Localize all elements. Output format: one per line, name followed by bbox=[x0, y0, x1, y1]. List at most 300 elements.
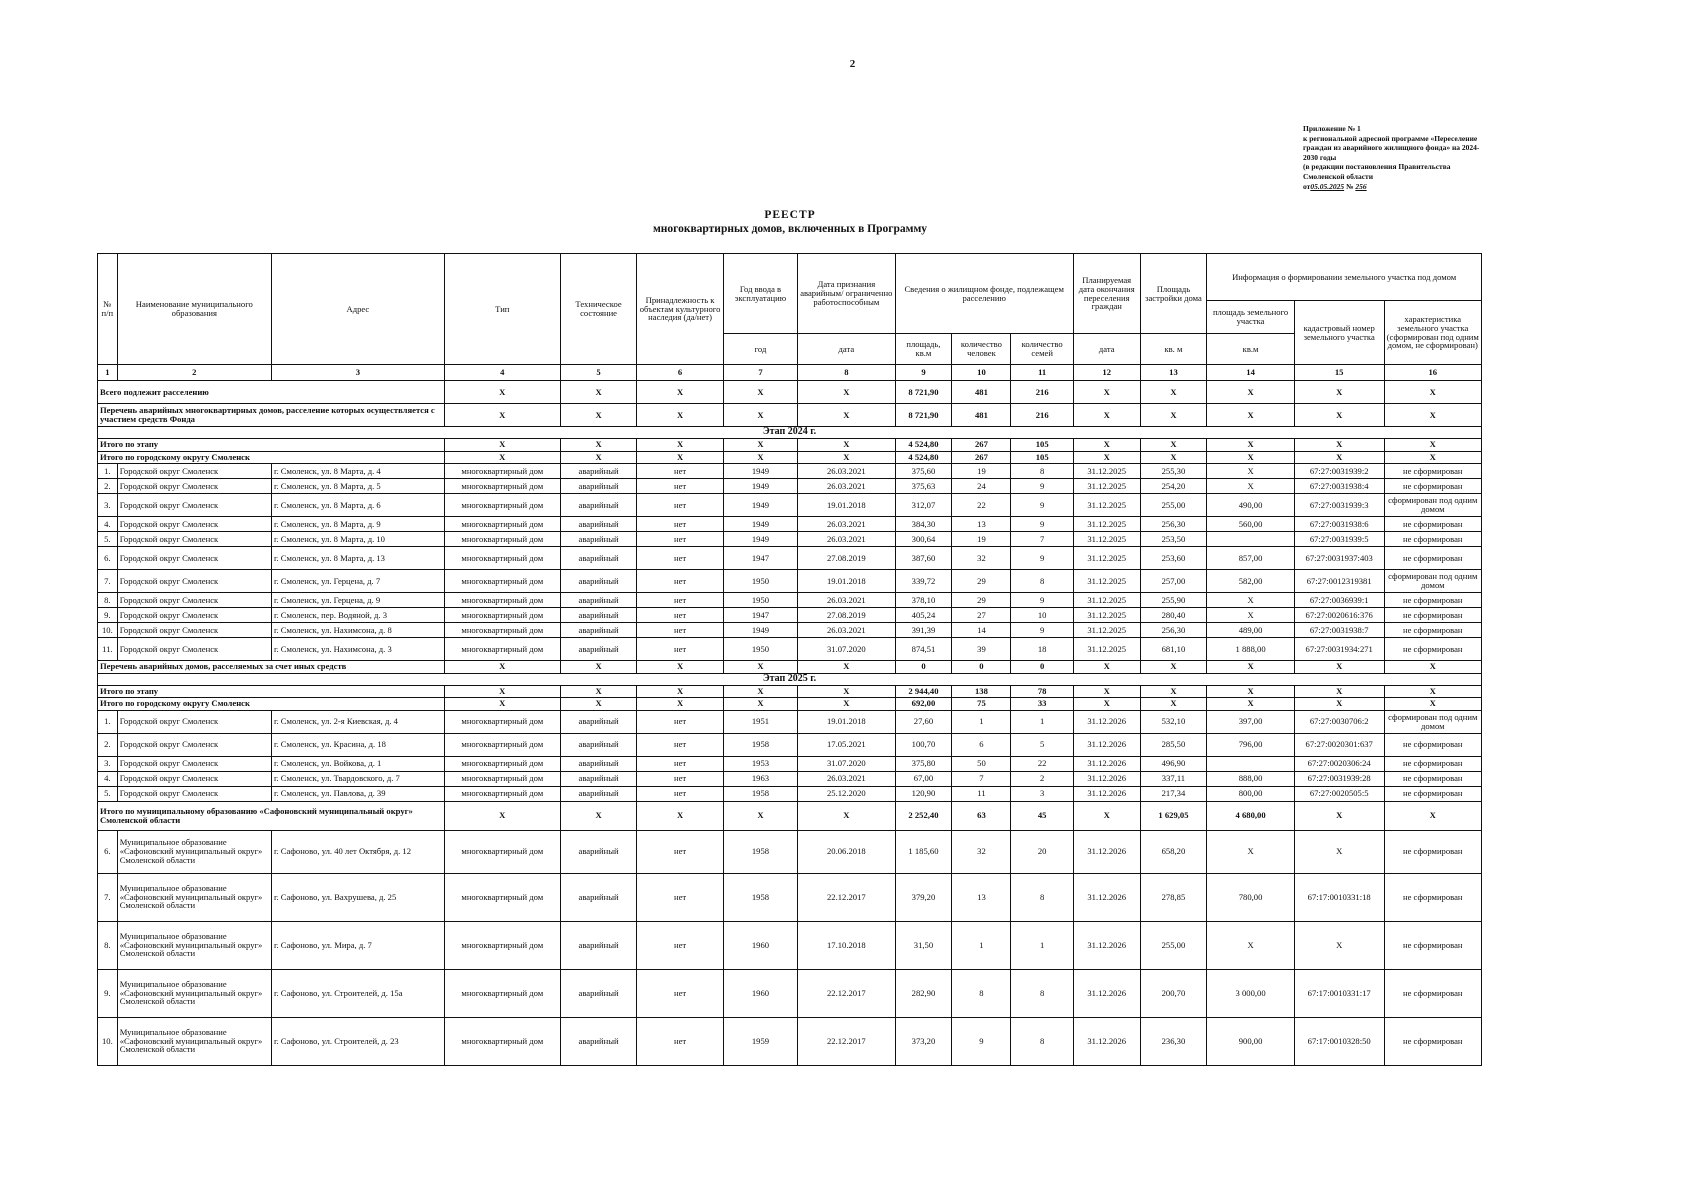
total-value: X bbox=[637, 451, 723, 464]
table-cell: 8 bbox=[1011, 873, 1073, 921]
column-number: 14 bbox=[1207, 365, 1295, 381]
total-value: 1 629,05 bbox=[1140, 801, 1207, 830]
table-cell: 9 bbox=[1011, 623, 1073, 638]
table-cell: 3. bbox=[98, 494, 118, 517]
table-cell: Городской округ Смоленск bbox=[117, 771, 271, 786]
table-cell bbox=[1207, 756, 1295, 771]
table-cell: многоквартирный дом bbox=[444, 494, 560, 517]
page-number: 2 bbox=[849, 58, 856, 70]
table-cell: не сформирован bbox=[1384, 969, 1481, 1017]
table-cell: 255,00 bbox=[1140, 494, 1207, 517]
table-cell: 405,24 bbox=[895, 608, 952, 623]
appendix-line: к региональной адресной программе «Переселение bbox=[1303, 133, 1478, 143]
total-value: X bbox=[1073, 685, 1140, 698]
table-row bbox=[98, 873, 1482, 921]
table-cell: 67:27:0031939:5 bbox=[1294, 532, 1384, 547]
table-cell: многоквартирный дом bbox=[444, 873, 560, 921]
total-value: X bbox=[444, 698, 560, 711]
table-cell: 3. bbox=[98, 756, 118, 771]
column-number: 2 bbox=[117, 365, 271, 381]
table-cell: аварийный bbox=[560, 517, 637, 532]
table-cell: 681,10 bbox=[1140, 638, 1207, 661]
table-cell: 25.12.2020 bbox=[798, 786, 895, 801]
header-emergency-date: Дата признания аварийным/ ограниченно работоспособным bbox=[798, 254, 895, 334]
table-cell: сформирован под одним домом bbox=[1384, 570, 1481, 593]
table-cell: 31.12.2025 bbox=[1073, 593, 1140, 608]
table-row bbox=[98, 771, 1482, 786]
table-row bbox=[98, 710, 1482, 733]
total-value: 8 721,90 bbox=[895, 381, 952, 404]
table-cell: 1949 bbox=[723, 623, 797, 638]
table-cell: Городской округ Смоленск bbox=[117, 593, 271, 608]
column-number: 12 bbox=[1073, 365, 1140, 381]
stage-row bbox=[98, 427, 1482, 439]
header-cadastral: кадастровый номер земельного участка bbox=[1294, 301, 1384, 365]
table-cell: 67:17:0010331:17 bbox=[1294, 969, 1384, 1017]
table-cell: 300,64 bbox=[895, 532, 952, 547]
table-cell: 67:27:0031939:2 bbox=[1294, 464, 1384, 479]
table-cell: г. Смоленск, ул. Герцена, д. 7 bbox=[271, 570, 444, 593]
table-cell: 7 bbox=[952, 771, 1011, 786]
table-cell: 19 bbox=[952, 464, 1011, 479]
total-value: X bbox=[1294, 381, 1384, 404]
table-cell: 67:27:0031934:271 bbox=[1294, 638, 1384, 661]
stage-title: Этап 2025 г. bbox=[98, 673, 1482, 685]
total-value: X bbox=[1140, 685, 1207, 698]
total-label: Итого по муниципальному образованию «Сафоновский муниципальный округ» Смоленской области bbox=[98, 801, 445, 830]
table-cell: многоквартирный дом bbox=[444, 1017, 560, 1065]
column-number: 7 bbox=[723, 365, 797, 381]
table-cell: 384,30 bbox=[895, 517, 952, 532]
table-cell: 29 bbox=[952, 593, 1011, 608]
table-cell: 8 bbox=[1011, 969, 1073, 1017]
table-cell: 9 bbox=[1011, 593, 1073, 608]
table-cell: 1949 bbox=[723, 494, 797, 517]
header-num: № п/п bbox=[98, 254, 118, 365]
appendix-line: граждан из аварийного жилищного фонда» на 2024- bbox=[1303, 143, 1480, 153]
table-cell: не сформирован bbox=[1384, 547, 1481, 570]
table-cell: 9 bbox=[1011, 517, 1073, 532]
total-label: Итого по этапу bbox=[98, 439, 445, 452]
table-cell: 13 bbox=[952, 517, 1011, 532]
table-cell: аварийный bbox=[560, 830, 637, 873]
total-value: X bbox=[560, 451, 637, 464]
table-cell: 19.01.2018 bbox=[798, 494, 895, 517]
total-label: Перечень аварийных многоквартирных домов, расселение которых осуществляется с участием средств Фонда bbox=[98, 404, 445, 427]
table-cell: 3 000,00 bbox=[1207, 969, 1295, 1017]
table-cell: нет bbox=[637, 464, 723, 479]
table-cell: 560,00 bbox=[1207, 517, 1295, 532]
total-label: Итого по городскому округу Смоленск bbox=[98, 698, 445, 711]
table-cell: г. Сафоново, ул. Вахрушева, д. 25 bbox=[271, 873, 444, 921]
table-cell: 17.05.2021 bbox=[798, 733, 895, 756]
table-cell: 18 bbox=[1011, 638, 1073, 661]
table-cell: сформирован под одним домом bbox=[1384, 710, 1481, 733]
table-row bbox=[98, 756, 1482, 771]
table-cell: 282,90 bbox=[895, 969, 952, 1017]
table-cell: 67:27:0031938:4 bbox=[1294, 479, 1384, 494]
table-cell: 6. bbox=[98, 830, 118, 873]
table-cell: 1958 bbox=[723, 873, 797, 921]
table-cell: X bbox=[1294, 830, 1384, 873]
column-number: 6 bbox=[637, 365, 723, 381]
table-cell: Муниципальное образование «Сафоновский муниципальный округ» Смоленской области bbox=[117, 921, 271, 969]
table-cell: X bbox=[1294, 921, 1384, 969]
table-cell: нет bbox=[637, 479, 723, 494]
resolution-number: 256 bbox=[1355, 181, 1367, 191]
table-cell: г. Смоленск, ул. 8 Марта, д. 9 bbox=[271, 517, 444, 532]
header-land-char: характеристика земельного участка (сформирован под одним домом, не сформирован) bbox=[1384, 301, 1481, 365]
header-land-area: площадь земельного участка bbox=[1207, 301, 1295, 334]
table-cell: 26.03.2021 bbox=[798, 623, 895, 638]
table-row bbox=[98, 570, 1482, 593]
table-cell: 6 bbox=[952, 733, 1011, 756]
table-cell: Городской округ Смоленск bbox=[117, 756, 271, 771]
total-value: X bbox=[1140, 451, 1207, 464]
title-sub: многоквартирных домов, включенных в Программу bbox=[652, 223, 928, 235]
table-cell: 378,10 bbox=[895, 593, 952, 608]
total-value: 0 bbox=[1011, 661, 1073, 674]
table-cell: г. Смоленск, ул. Войкова, д. 1 bbox=[271, 756, 444, 771]
header-year-built: Год ввода в эксплуатацию bbox=[723, 254, 797, 334]
table-cell: аварийный bbox=[560, 464, 637, 479]
total-value: X bbox=[560, 439, 637, 452]
table-cell: 67:27:0012319381 bbox=[1294, 570, 1384, 593]
table-cell: 13 bbox=[952, 873, 1011, 921]
table-cell: 1960 bbox=[723, 969, 797, 1017]
table-cell: 1950 bbox=[723, 638, 797, 661]
table-cell: 8 bbox=[1011, 570, 1073, 593]
table-cell: сформирован под одним домом bbox=[1384, 494, 1481, 517]
total-value: X bbox=[798, 685, 895, 698]
table-cell: аварийный bbox=[560, 733, 637, 756]
table-cell: многоквартирный дом bbox=[444, 593, 560, 608]
table-cell: г. Смоленск, ул. 8 Марта, д. 13 bbox=[271, 547, 444, 570]
table-cell: Городской округ Смоленск bbox=[117, 570, 271, 593]
total-value: X bbox=[560, 661, 637, 674]
table-cell: Городской округ Смоленск bbox=[117, 532, 271, 547]
table-cell: Городской округ Смоленск bbox=[117, 623, 271, 638]
own-funds-row bbox=[98, 661, 1482, 674]
total-value: X bbox=[798, 451, 895, 464]
district-total-row bbox=[98, 698, 1482, 711]
table-cell: 1947 bbox=[723, 547, 797, 570]
header-building-area: Площадь застройки дома bbox=[1140, 254, 1207, 334]
table-cell: 31.07.2020 bbox=[798, 638, 895, 661]
table-cell: 67:27:0020616:376 bbox=[1294, 608, 1384, 623]
table-cell: нет bbox=[637, 710, 723, 733]
table-row bbox=[98, 623, 1482, 638]
table-cell: 373,20 bbox=[895, 1017, 952, 1065]
table-cell: многоквартирный дом bbox=[444, 547, 560, 570]
table-cell: 31,50 bbox=[895, 921, 952, 969]
table-cell: 780,00 bbox=[1207, 873, 1295, 921]
total-value: 692,00 bbox=[895, 698, 952, 711]
table-cell: 67:27:0030706:2 bbox=[1294, 710, 1384, 733]
table-row bbox=[98, 547, 1482, 570]
table-row bbox=[98, 479, 1482, 494]
table-cell: г. Смоленск, ул. 8 Марта, д. 10 bbox=[271, 532, 444, 547]
table-cell: аварийный bbox=[560, 873, 637, 921]
total-value: X bbox=[1384, 801, 1481, 830]
table-cell: 255,00 bbox=[1140, 921, 1207, 969]
table-cell: нет bbox=[637, 532, 723, 547]
table-cell: Муниципальное образование «Сафоновский муниципальный округ» Смоленской области bbox=[117, 830, 271, 873]
table-cell: 11 bbox=[952, 786, 1011, 801]
table-cell: 800,00 bbox=[1207, 786, 1295, 801]
header-type: Тип bbox=[444, 254, 560, 365]
table-cell: Городской округ Смоленск bbox=[117, 494, 271, 517]
total-value: 4 524,80 bbox=[895, 451, 952, 464]
document-title bbox=[0, 208, 1580, 236]
table-cell: 1947 bbox=[723, 608, 797, 623]
table-row bbox=[98, 830, 1482, 873]
table-cell: X bbox=[1207, 593, 1295, 608]
table-cell: 236,30 bbox=[1140, 1017, 1207, 1065]
table-cell: нет bbox=[637, 547, 723, 570]
table-cell: 31.12.2025 bbox=[1073, 608, 1140, 623]
table-cell: 489,00 bbox=[1207, 623, 1295, 638]
header-sub-date: дата bbox=[798, 334, 895, 365]
column-number: 15 bbox=[1294, 365, 1384, 381]
appendix-line: (в редакции постановления Правительства bbox=[1303, 162, 1451, 172]
total-fund-row bbox=[98, 404, 1482, 427]
table-cell: 26.03.2021 bbox=[798, 593, 895, 608]
table-cell: многоквартирный дом bbox=[444, 733, 560, 756]
table-row bbox=[98, 638, 1482, 661]
total-value: 2 944,40 bbox=[895, 685, 952, 698]
total-value: X bbox=[1294, 698, 1384, 711]
table-cell: не сформирован bbox=[1384, 771, 1481, 786]
table-cell: 9 bbox=[1011, 479, 1073, 494]
total-value: X bbox=[1384, 685, 1481, 698]
table-cell: 3 bbox=[1011, 786, 1073, 801]
table-cell: аварийный bbox=[560, 786, 637, 801]
stage-row bbox=[98, 673, 1482, 685]
table-cell: аварийный bbox=[560, 532, 637, 547]
header-sub-year: год bbox=[723, 334, 797, 365]
table-cell: 17.10.2018 bbox=[798, 921, 895, 969]
table-cell: 14 bbox=[952, 623, 1011, 638]
table-cell: 26.03.2021 bbox=[798, 771, 895, 786]
table-cell: X bbox=[1207, 464, 1295, 479]
appendix-from-prefix: от bbox=[1303, 181, 1311, 191]
total-value: X bbox=[560, 685, 637, 698]
column-number: 3 bbox=[271, 365, 444, 381]
table-header bbox=[98, 254, 1482, 365]
table-cell: не сформирован bbox=[1384, 830, 1481, 873]
table-cell: 337,11 bbox=[1140, 771, 1207, 786]
table-cell: 8 bbox=[1011, 1017, 1073, 1065]
total-value: X bbox=[1207, 698, 1295, 711]
table-cell: 1960 bbox=[723, 921, 797, 969]
table-cell: нет bbox=[637, 786, 723, 801]
total-value: 267 bbox=[952, 439, 1011, 452]
stage-title: Этап 2024 г. bbox=[98, 427, 1482, 439]
table-cell: 1950 bbox=[723, 593, 797, 608]
total-value: X bbox=[723, 439, 797, 452]
table-cell: нет bbox=[637, 517, 723, 532]
appendix-line: Смоленской области bbox=[1303, 171, 1374, 181]
table-cell: 26.03.2021 bbox=[798, 464, 895, 479]
total-value: X bbox=[637, 801, 723, 830]
header-sub-families: количество семей bbox=[1011, 334, 1073, 365]
table-cell: 255,90 bbox=[1140, 593, 1207, 608]
table-cell: нет bbox=[637, 608, 723, 623]
table-cell: 31.12.2025 bbox=[1073, 547, 1140, 570]
total-value: X bbox=[637, 404, 723, 427]
table-row bbox=[98, 733, 1482, 756]
table-row bbox=[98, 517, 1482, 532]
table-cell: не сформирован bbox=[1384, 517, 1481, 532]
table-cell: нет bbox=[637, 1017, 723, 1065]
total-value: 216 bbox=[1011, 381, 1073, 404]
table-cell: 253,60 bbox=[1140, 547, 1207, 570]
table-cell: 278,85 bbox=[1140, 873, 1207, 921]
table-cell: 67:17:0010331:18 bbox=[1294, 873, 1384, 921]
table-cell: 67:27:0031939:28 bbox=[1294, 771, 1384, 786]
table-cell: 254,20 bbox=[1140, 479, 1207, 494]
total-value: 8 721,90 bbox=[895, 404, 952, 427]
table-cell: 391,39 bbox=[895, 623, 952, 638]
total-value: 75 bbox=[952, 698, 1011, 711]
table-row bbox=[98, 921, 1482, 969]
table-cell: 1949 bbox=[723, 532, 797, 547]
total-value: X bbox=[637, 685, 723, 698]
table-cell: 31.12.2026 bbox=[1073, 969, 1140, 1017]
total-value: 33 bbox=[1011, 698, 1073, 711]
total-value: X bbox=[1073, 439, 1140, 452]
total-value: X bbox=[1294, 661, 1384, 674]
table-cell: 375,60 bbox=[895, 464, 952, 479]
table-cell: 31.12.2026 bbox=[1073, 830, 1140, 873]
table-cell: 257,00 bbox=[1140, 570, 1207, 593]
table-cell: г. Смоленск, ул. Нахимсона, д. 8 bbox=[271, 623, 444, 638]
total-value: 105 bbox=[1011, 451, 1073, 464]
table-cell: многоквартирный дом bbox=[444, 969, 560, 1017]
table-cell: г. Смоленск, ул. 8 Марта, д. 5 bbox=[271, 479, 444, 494]
table-row bbox=[98, 1017, 1482, 1065]
table-cell: аварийный bbox=[560, 494, 637, 517]
table-cell: 19.01.2018 bbox=[798, 570, 895, 593]
table-cell: 31.12.2026 bbox=[1073, 710, 1140, 733]
table-cell: 19 bbox=[952, 532, 1011, 547]
total-label: Перечень аварийных домов, расселяемых за счет иных средств bbox=[98, 661, 445, 674]
total-value: X bbox=[1384, 451, 1481, 464]
header-sub-date2: дата bbox=[1073, 334, 1140, 365]
table-cell: аварийный bbox=[560, 1017, 637, 1065]
table-cell: г. Смоленск, ул. Герцена, д. 9 bbox=[271, 593, 444, 608]
header-land-info: Информация о формировании земельного участка под домом bbox=[1207, 254, 1482, 301]
column-number: 1 bbox=[98, 365, 118, 381]
table-cell: многоквартирный дом bbox=[444, 830, 560, 873]
total-label: Итого по этапу bbox=[98, 685, 445, 698]
table-cell: 27.08.2019 bbox=[798, 608, 895, 623]
table-cell: не сформирован bbox=[1384, 921, 1481, 969]
table-cell: 1 bbox=[952, 710, 1011, 733]
table-cell: 31.12.2026 bbox=[1073, 733, 1140, 756]
table-cell: многоквартирный дом bbox=[444, 786, 560, 801]
table-cell: Городской округ Смоленск bbox=[117, 479, 271, 494]
table-cell: многоквартирный дом bbox=[444, 464, 560, 479]
table-row bbox=[98, 464, 1482, 479]
table-cell: 200,70 bbox=[1140, 969, 1207, 1017]
header-municipality: Наименование муниципального образования bbox=[117, 254, 271, 365]
table-cell: 1. bbox=[98, 710, 118, 733]
table-cell: 255,30 bbox=[1140, 464, 1207, 479]
table-cell: г. Смоленск, ул. Твардовского, д. 7 bbox=[271, 771, 444, 786]
title-main: РЕЕСТР bbox=[764, 209, 816, 221]
table-cell: Городской округ Смоленск bbox=[117, 710, 271, 733]
total-value: X bbox=[560, 404, 637, 427]
header-sub-people: количество человек bbox=[952, 334, 1011, 365]
table-cell: аварийный bbox=[560, 969, 637, 1017]
table-cell: 582,00 bbox=[1207, 570, 1295, 593]
table-cell: 8. bbox=[98, 921, 118, 969]
table-cell: 20 bbox=[1011, 830, 1073, 873]
table-cell: 11. bbox=[98, 638, 118, 661]
column-number: 5 bbox=[560, 365, 637, 381]
table-cell: 888,00 bbox=[1207, 771, 1295, 786]
total-value: X bbox=[1073, 451, 1140, 464]
table-cell: 490,00 bbox=[1207, 494, 1295, 517]
column-number: 11 bbox=[1011, 365, 1073, 381]
total-value: X bbox=[1073, 381, 1140, 404]
table-row bbox=[98, 494, 1482, 517]
table-cell: 8 bbox=[952, 969, 1011, 1017]
table-cell: многоквартирный дом bbox=[444, 517, 560, 532]
table-cell: 1949 bbox=[723, 464, 797, 479]
stage-total-row bbox=[98, 439, 1482, 452]
table-cell: 874,51 bbox=[895, 638, 952, 661]
table-cell: 7 bbox=[1011, 532, 1073, 547]
table-cell: 496,90 bbox=[1140, 756, 1207, 771]
table-cell: 1958 bbox=[723, 786, 797, 801]
column-numbers-row bbox=[98, 365, 1482, 381]
table-cell: аварийный bbox=[560, 623, 637, 638]
table-cell: 658,20 bbox=[1140, 830, 1207, 873]
table-cell: нет bbox=[637, 830, 723, 873]
table-cell: не сформирован bbox=[1384, 756, 1481, 771]
total-value: X bbox=[1294, 801, 1384, 830]
table-cell: 31.12.2025 bbox=[1073, 517, 1140, 532]
table-cell: аварийный bbox=[560, 479, 637, 494]
table-body bbox=[98, 365, 1482, 1066]
table-cell: 7. bbox=[98, 873, 118, 921]
total-value: X bbox=[798, 698, 895, 711]
table-cell: нет bbox=[637, 593, 723, 608]
header-tech-state: Техническое состояние bbox=[560, 254, 637, 365]
table-cell: многоквартирный дом bbox=[444, 570, 560, 593]
total-value: X bbox=[560, 698, 637, 711]
header-sub-sqm: кв. м bbox=[1140, 334, 1207, 365]
table-cell: 280,40 bbox=[1140, 608, 1207, 623]
total-value: X bbox=[723, 698, 797, 711]
table-cell: 31.12.2025 bbox=[1073, 532, 1140, 547]
total-value: 105 bbox=[1011, 439, 1073, 452]
total-value: X bbox=[1384, 661, 1481, 674]
table-cell: 120,90 bbox=[895, 786, 952, 801]
table-cell: 7. bbox=[98, 570, 118, 593]
table-cell: 22.12.2017 bbox=[798, 969, 895, 1017]
total-value: 2 252,40 bbox=[895, 801, 952, 830]
table-cell: г. Смоленск, ул. 8 Марта, д. 4 bbox=[271, 464, 444, 479]
total-value: X bbox=[637, 698, 723, 711]
table-cell: нет bbox=[637, 921, 723, 969]
table-cell: аварийный bbox=[560, 608, 637, 623]
total-value: X bbox=[444, 439, 560, 452]
table-cell: 312,07 bbox=[895, 494, 952, 517]
